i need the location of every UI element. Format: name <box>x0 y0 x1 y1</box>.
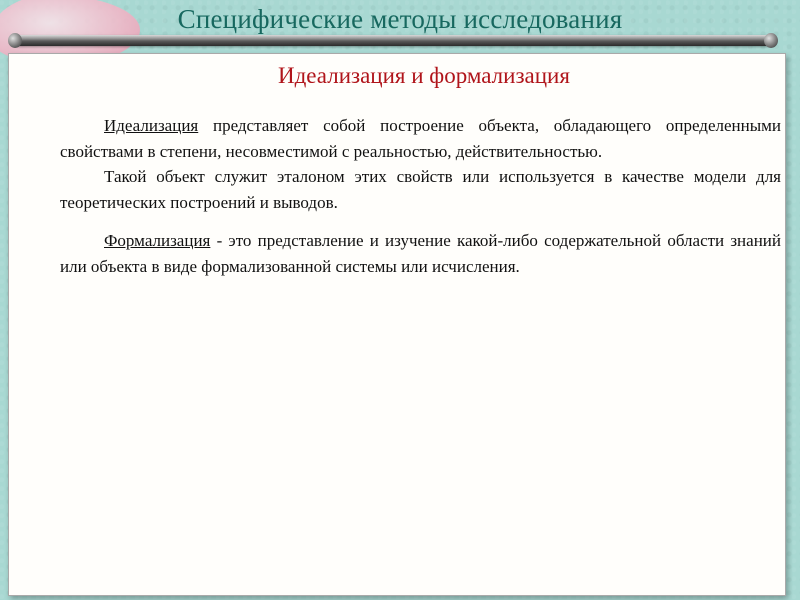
slide-subtitle: Идеализация и формализация <box>278 63 570 88</box>
paragraph-formalization <box>60 228 781 279</box>
paragraph-idealization <box>60 113 781 164</box>
decorative-rod <box>14 35 772 46</box>
paragraph-standard-object: Такой объект служит эталоном этих свойств или используется в качестве модели для теоретических построений и выводов. <box>60 167 781 212</box>
slide-title: Специфические методы исследования <box>177 4 623 34</box>
term-idealization: Идеализация <box>104 116 199 135</box>
term-formalization: Формализация <box>104 231 211 250</box>
paragraph-formalization-text: - это представление и изучение какой-либо содержательной области знаний или объекта в виде формализованной системы или исчисления. <box>60 231 781 276</box>
paragraph-idealization-text: представляет собой построение объекта, обладающего определенными свойствами в степени, несовместимой с реальностью, действительностью. <box>60 116 781 161</box>
slide-body <box>60 113 781 279</box>
